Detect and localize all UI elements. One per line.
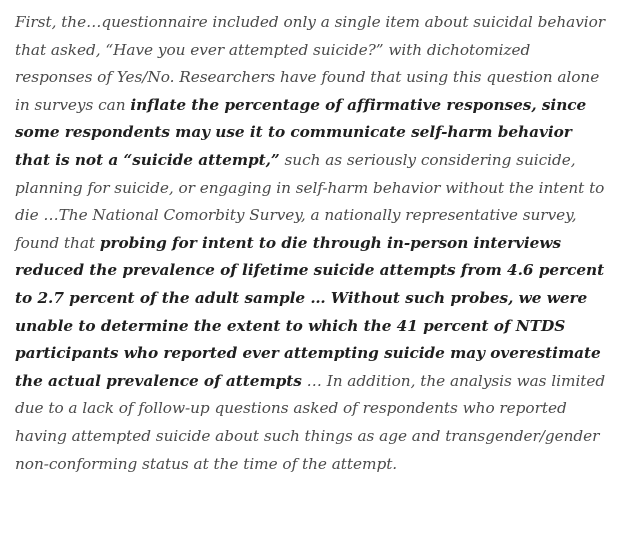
quote-paragraph <box>15 9 607 478</box>
bold-emphasis-segment: inflate the percentage of affirmative responses, since some respondents may use it to communicate self-harm behavior that is not a “suicide attempt,” <box>15 95 587 169</box>
quote-text-segment: … In addition, the analysis was limited due to a lack of follow-up questions asked of respondents who reported having attempted suicide about such things as age and transgender/gender non-conforming status at the time of the attempt. <box>15 371 606 473</box>
bold-emphasis-segment: probing for intent to die through in-person interviews reduced the prevalence of lifetime suicide attempts from 4.6 percent to 2.7 percent of the adult sample … Without such probes, we were unable to determine the extent to which the 41 percent of NTDS participants who reported ever attempting suicide may overestimate the actual prevalence of attempts <box>15 233 605 390</box>
quote-text-segment: such as seriously considering suicide, planning for suicide, or engaging in self-harm behavior without the intent to die …The National Comorbity Survey, a nationally representative survey, found that <box>15 150 605 252</box>
quote-text-segment: First, the…questionnaire included only a single item about suicidal behavior that asked, “Have you ever attempted suicide?” with dichotomized responses of Yes/No. Researchers have found that using this question alone in surveys can <box>15 13 606 114</box>
